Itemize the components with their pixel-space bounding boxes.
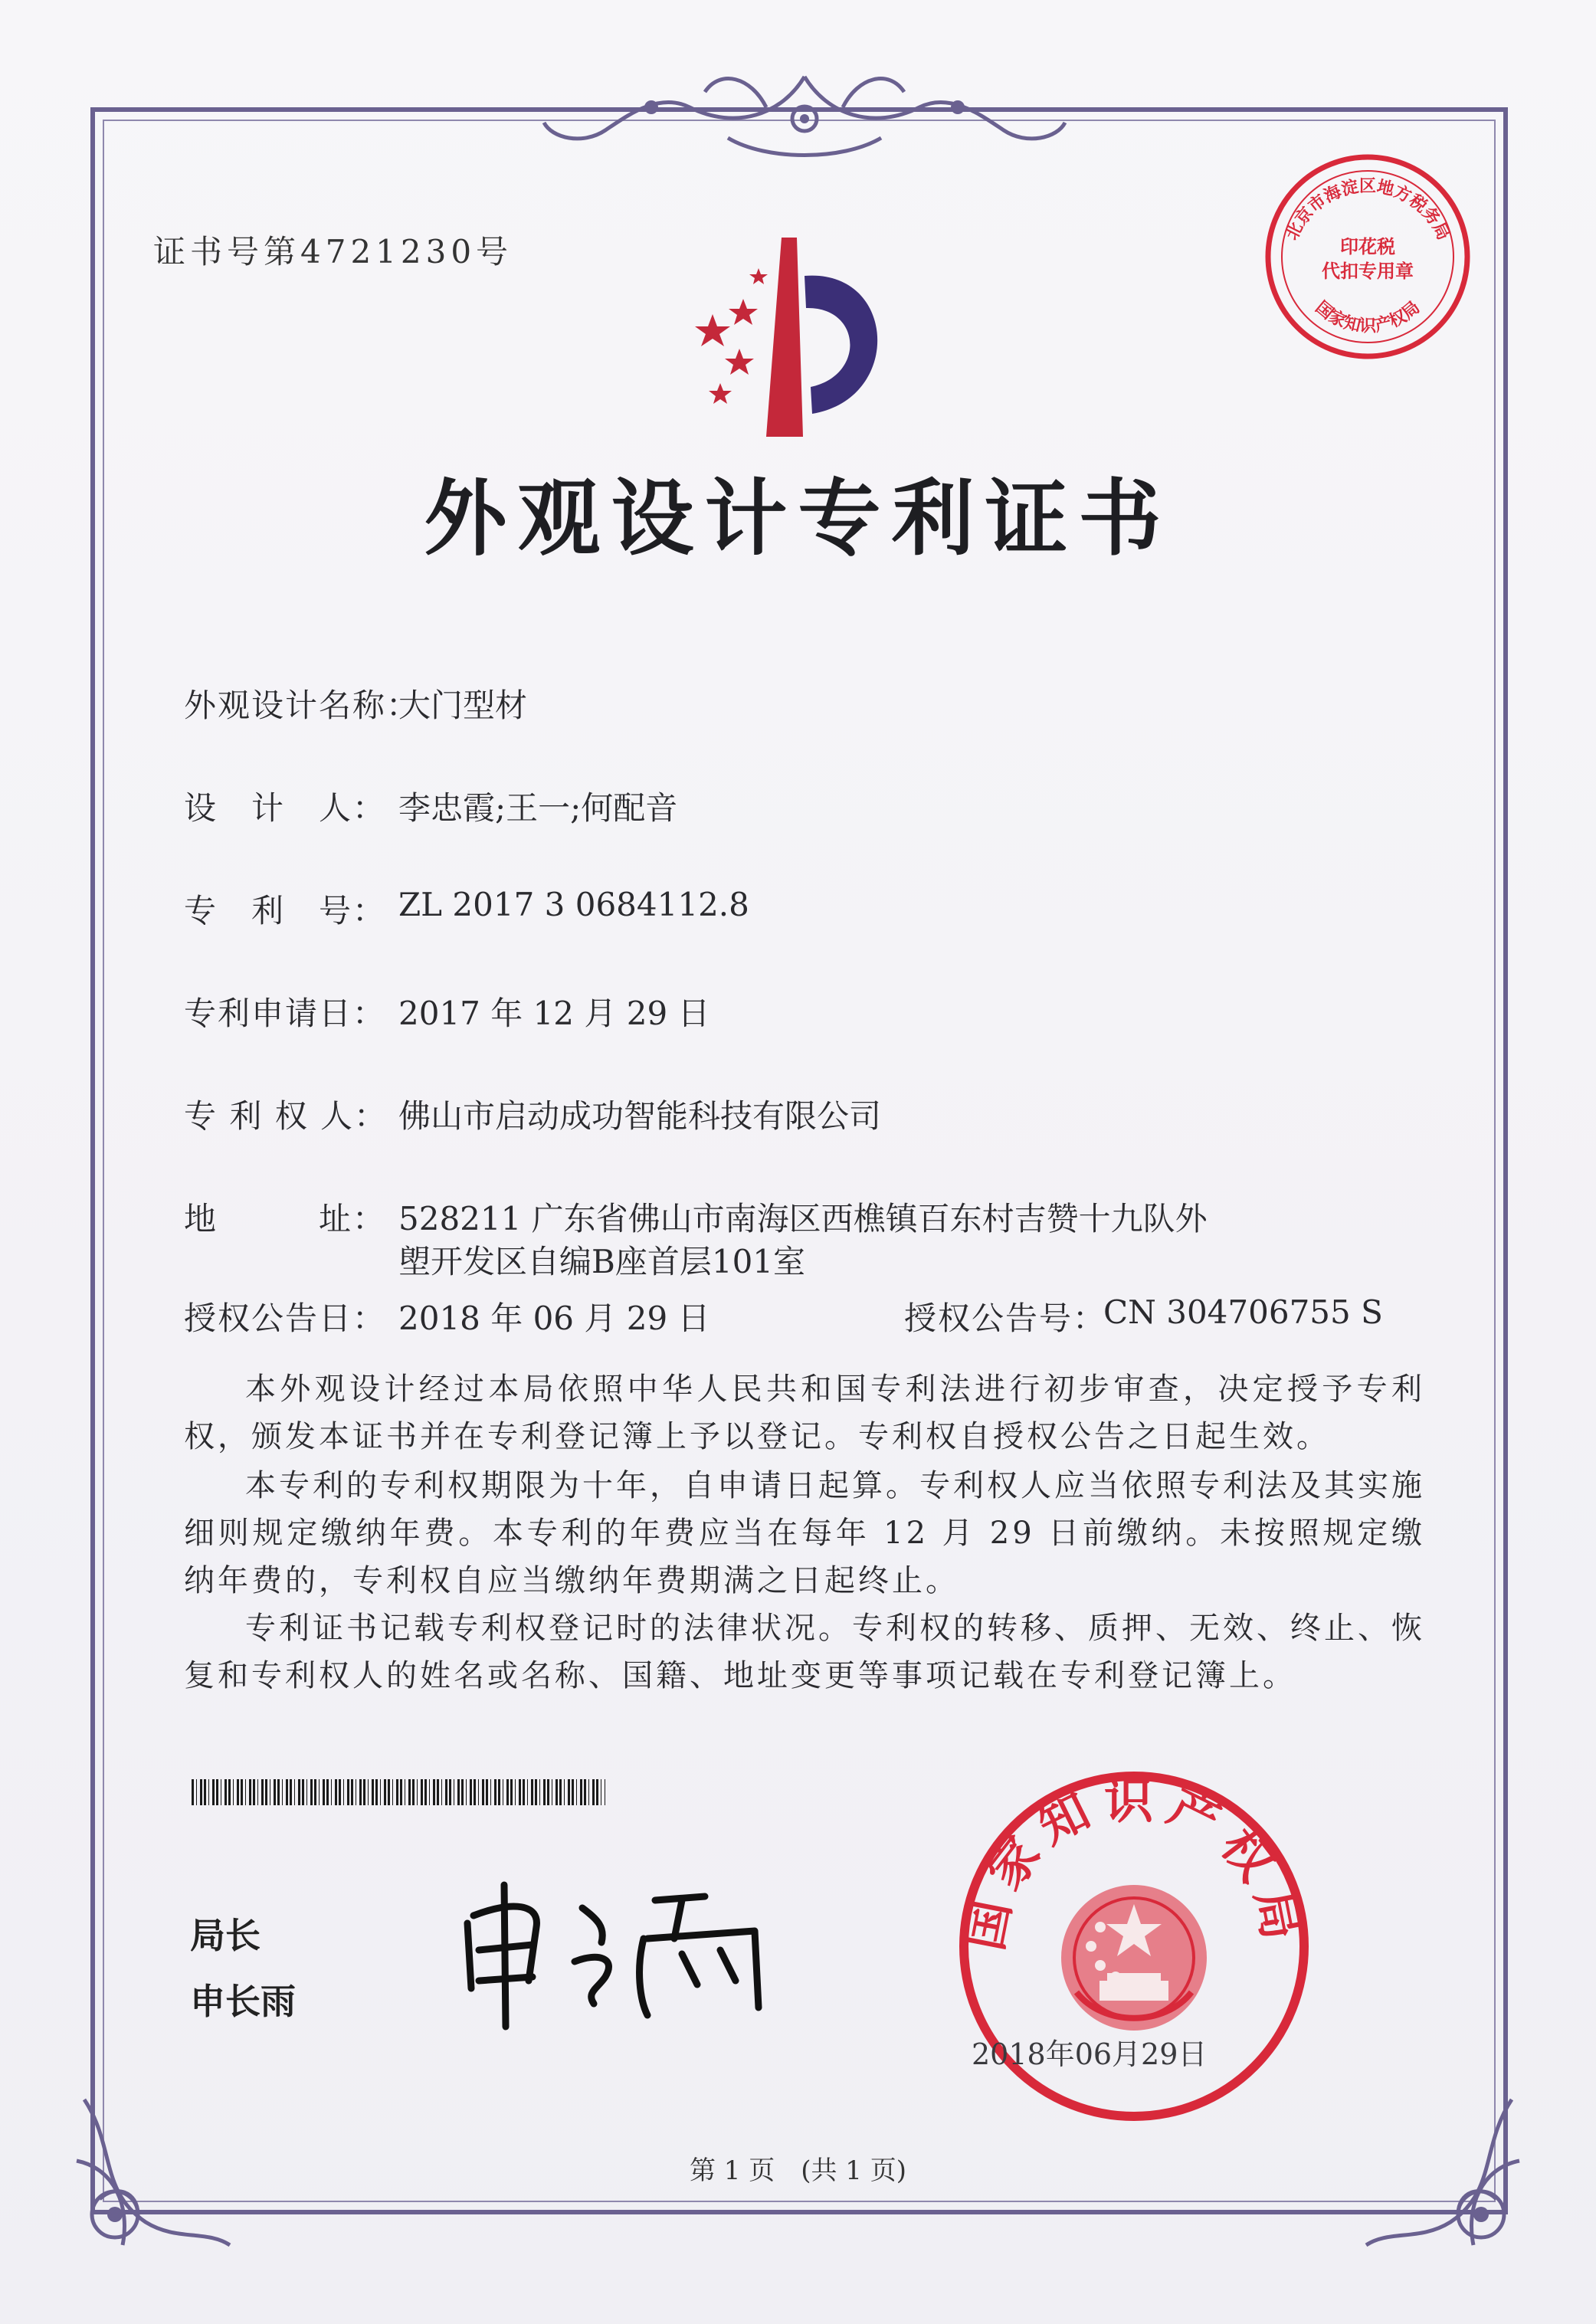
official-seal-date: 2018年06月29日 (972, 2037, 1208, 2071)
field-value-design-name: 大门型材 (398, 687, 528, 724)
field-value-application-date: 2017 年 12 月 29 日 (398, 995, 710, 1032)
field-label-designer: 设 计 人： (184, 789, 387, 827)
field-label-patent-number: 专 利 号： (184, 892, 387, 929)
field-value-address-line2: 塱开发区自编B座首层101室 (398, 1243, 806, 1280)
official-seal-ring-text: 国家知识产权局 (955, 1772, 1313, 1955)
field-label-application-date: 专利申请日： (184, 995, 387, 1032)
certificate-title: 外观设计专利证书 (424, 470, 1172, 567)
body-paragraph-2: 本专利的专利权期限为十年，自申请日起算。专利权人应当依照专利法及其实施细则规定缴纳年费。本专利的年费应当在每年 12 月 29 日前缴纳。未按照规定缴纳年费的，专利权自应当缴纳年费期满之日起终止。 (184, 1468, 1425, 1598)
tax-stamp-ring-text: 北京市海淀区地方税务局 (1281, 176, 1454, 244)
tax-stamp-ring-text-bottom: 国家知识产权局 (1311, 297, 1424, 336)
field-value-grant-number: CN 304706755 S (1103, 1293, 1383, 1331)
field-label-patentee: 专 利 权 人： (184, 1097, 388, 1135)
body-paragraph-3: 专利证书记载专利权登记时的法律状况。专利权的转移、质押、无效、终止、恢复和专利权人的姓名或名称、国籍、地址变更等事项记载在专利登记簿上。 (184, 1611, 1425, 1693)
field-value-designer: 李忠霞;王一;何配音 (398, 789, 678, 827)
field-label-address: 地 址： (184, 1200, 387, 1237)
director-name: 申长雨 (190, 1981, 296, 2022)
barcode (192, 1779, 605, 1805)
body-paragraph-1: 本外观设计经过本局依照中华人民共和国专利法进行初步审查，决定授予专利权，颁发本证书并在专利登记簿上予以登记。专利权自授权公告之日起生效。 (184, 1372, 1425, 1454)
field-label-design-name: 外观设计名称： (184, 687, 421, 724)
tax-stamp-seal-icon (1257, 146, 1479, 368)
field-value-patentee: 佛山市启动成功智能科技有限公司 (398, 1097, 882, 1135)
field-value-address-line1: 528211 广东省佛山市南海区西樵镇百东村吉赞十九队外 (398, 1200, 1208, 1237)
svg-text:国家知识产权局 (1312, 297, 1424, 336)
director-signature (452, 1854, 805, 2038)
certificate-number: 证书号第4721230号 (153, 233, 513, 270)
national-emblem-icon (1061, 1885, 1207, 2031)
field-label-grant-number: 授权公告号： (904, 1300, 1107, 1337)
field-value-grant-date: 2018 年 06 月 29 日 (398, 1300, 710, 1337)
field-value-patent-number: ZL 2017 3 0684112.8 (398, 886, 749, 923)
patent-office-logo-icon (667, 222, 919, 444)
official-seal-icon (950, 1762, 1318, 2130)
tax-stamp-center-line2: 代扣专用章 (1322, 260, 1414, 282)
field-label-grant-date: 授权公告日： (184, 1300, 387, 1337)
svg-text:北京市海淀区地方税务局 (1282, 176, 1453, 243)
tax-stamp-center-line1: 印花税 (1340, 235, 1395, 257)
top-ornament-icon (536, 61, 1073, 161)
page-info: 第 1 页 (共 1 页) (689, 2155, 907, 2186)
director-title: 局长 (190, 1915, 261, 1956)
